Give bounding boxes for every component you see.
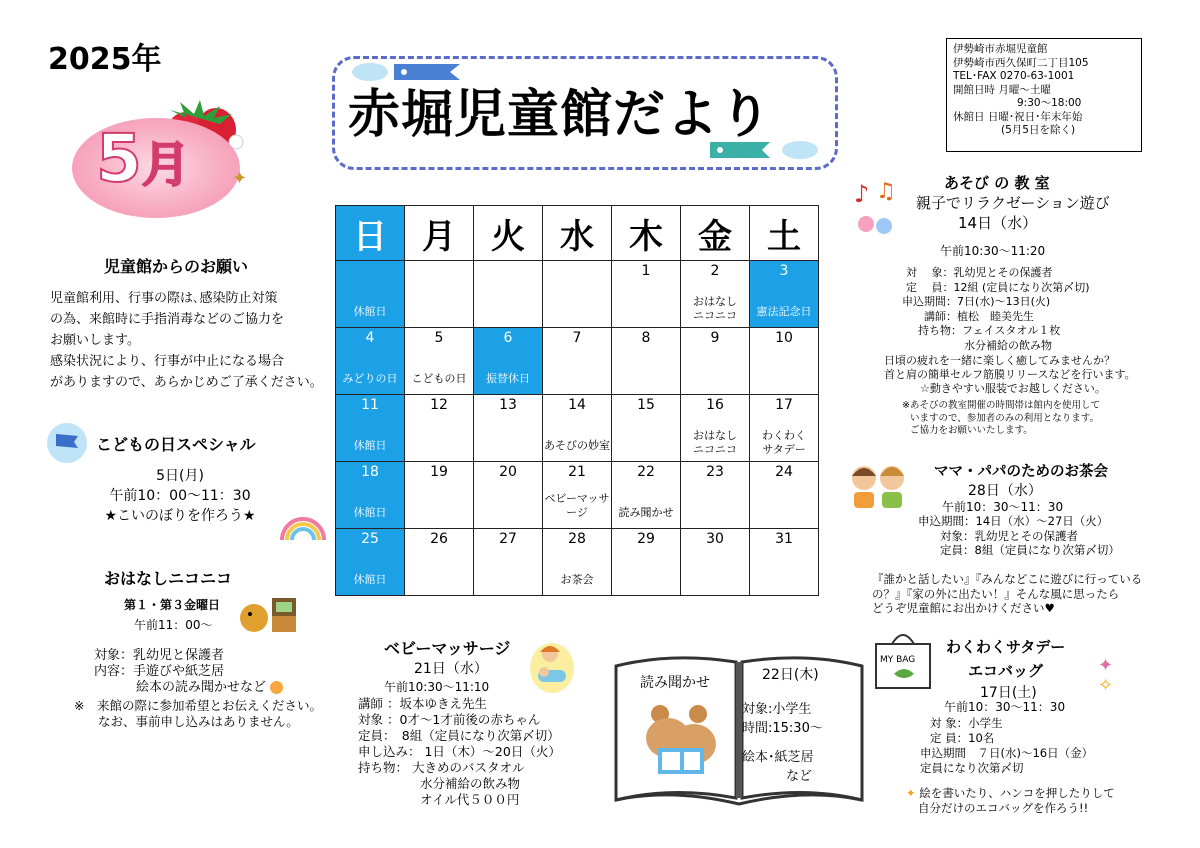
ochakai-line: 対象：乳幼児とその保護者 — [940, 528, 1078, 543]
month-label: 5月 — [96, 120, 190, 197]
notice-line: の為、来館時に手指消毒などのご協力を — [50, 312, 285, 327]
ohanashi-content: 内容：手遊びや紙芝居 — [94, 664, 225, 679]
calendar-week-row — [336, 261, 819, 328]
yomi-details — [742, 700, 823, 786]
calendar-week-row — [336, 395, 819, 462]
calendar-week-row — [336, 328, 819, 395]
waku-line: 申込期間 ７日(水)～16日（金） — [920, 746, 1094, 760]
info-line: 伊勢崎市赤堀児童館 — [953, 43, 1048, 55]
info-line: 伊勢崎市西久保町二丁目105 — [953, 56, 1089, 69]
notice-title: 児童館からのお願い — [104, 257, 249, 276]
day-number: 1 — [641, 263, 651, 279]
day-event: わくわく サタデー — [762, 429, 806, 456]
calendar-day-cell — [681, 328, 750, 395]
day-number: 30 — [706, 531, 724, 547]
kodomo-activity: ★こいのぼりを作ろう★ — [104, 508, 256, 524]
baby-line: 持ち物： 大きめのバスタオル — [358, 760, 525, 775]
weekday-tue: 火 — [474, 206, 543, 261]
calendar-day-cell — [336, 529, 405, 596]
day-number: 27 — [499, 531, 517, 547]
calendar-day-cell — [543, 529, 612, 596]
notice-line: がありますので、あらかじめご了承ください。 — [50, 375, 323, 390]
calendar-day-cell — [681, 529, 750, 596]
waku-line: 定 員：10名 — [930, 731, 995, 745]
waku-desc — [906, 786, 1115, 816]
calendar-day-cell — [681, 395, 750, 462]
ochakai-desc-line: の？』『家の外に出たい！』そんな風に思ったら — [872, 586, 1120, 601]
day-number: 11 — [361, 397, 379, 413]
yomi-content2: など — [786, 769, 813, 784]
asobi-title: あそび の 教 室 — [944, 174, 1050, 192]
day-number: 31 — [775, 531, 793, 547]
waku-title: わくわくサタデー — [946, 638, 1066, 656]
day-number: 19 — [430, 464, 448, 480]
calendar-day-cell — [681, 462, 750, 529]
calendar-day-cell — [612, 395, 681, 462]
asobi-subtitle: 親子でリラクゼーション遊び — [916, 194, 1110, 212]
calendar-day-cell — [474, 261, 543, 328]
calendar-week-row — [336, 529, 819, 596]
day-event: 休館日 — [353, 573, 387, 586]
day-number: 16 — [706, 397, 724, 413]
day-number: 20 — [499, 464, 517, 480]
info-box — [946, 38, 1142, 152]
ochakai-line: 申込期間：14日（水）～27日（火） — [918, 514, 1109, 528]
calendar-day-cell — [336, 462, 405, 529]
baby-line: 定員： 8組（定員になり次第〆切） — [358, 728, 560, 743]
weekday-sat: 土 — [750, 206, 819, 261]
weekday-thu: 木 — [612, 206, 681, 261]
day-event: おはなし ニコニコ — [693, 429, 737, 456]
calendar-day-cell — [474, 395, 543, 462]
waku-details — [920, 716, 1093, 776]
ohanashi-target: 対象：乳幼児と保護者 — [94, 648, 225, 663]
asobi-desc-line: 日頃の疲れを一緒に楽しく癒してみませんか？ — [884, 354, 1115, 367]
calendar-day-cell — [750, 529, 819, 596]
calendar-day-cell — [612, 261, 681, 328]
calendar-day-cell — [750, 462, 819, 529]
ochakai-title: ママ・パパのためのお茶会 — [934, 464, 1108, 480]
ochakai-date: 28日（水） — [968, 483, 1042, 499]
asobi-desc — [884, 354, 1136, 396]
ohanashi-info — [94, 648, 283, 696]
day-number: 6 — [503, 330, 513, 346]
day-number: 9 — [710, 330, 720, 346]
kodomo-title: こどもの日スペシャル — [96, 435, 256, 454]
day-number: 10 — [775, 330, 793, 346]
koinobori-icon — [46, 422, 88, 464]
kodomo-time: 午前10：00～11：30 — [109, 488, 251, 504]
day-event: こどもの日 — [411, 372, 467, 385]
kodomo-date: 5日(月) — [156, 468, 204, 484]
calendar-day-cell — [405, 328, 474, 395]
calendar-day-cell — [543, 261, 612, 328]
day-number: 29 — [637, 531, 655, 547]
ochakai-line: 定員：8組（定員になり次第〆切） — [940, 543, 1120, 557]
ohanashi-title: おはなしニコニコ — [104, 569, 233, 588]
notice-line: お願いします。 — [50, 333, 140, 348]
day-number: 8 — [641, 330, 651, 346]
kodomo-details — [60, 466, 300, 526]
calendar-day-cell — [405, 529, 474, 596]
svg-text:♫: ♫ — [876, 179, 896, 204]
calendar-day-cell — [543, 395, 612, 462]
asobi-time: 午前10:30～11:20 — [940, 244, 1046, 258]
weekday-fri: 金 — [681, 206, 750, 261]
ohanashi-time: 午前11：00～ — [134, 618, 213, 632]
calendar-day-cell — [750, 395, 819, 462]
calendar-table — [335, 205, 819, 596]
day-event: 休館日 — [353, 506, 387, 519]
baby-line: 水分補給の飲み物 — [420, 776, 521, 791]
asobi-date: 14日（水） — [958, 214, 1038, 232]
day-event: 休館日 — [353, 305, 387, 318]
day-event: 振替休日 — [486, 372, 530, 385]
day-event: 休館日 — [353, 439, 387, 452]
day-number: 28 — [568, 531, 586, 547]
ohanashi-note: ※ 来館の際に参加希望とお伝えください。 — [74, 698, 322, 713]
info-line: 休館日 日曜･祝日･年末年始 — [953, 110, 1083, 123]
waku-line: 対 象：小学生 — [930, 716, 1003, 730]
ochakai-desc-line: どうぞ児童館にお出かけください♥ — [872, 601, 1055, 615]
calendar-day-cell — [405, 395, 474, 462]
sparkle-icon: ✦ — [906, 786, 916, 800]
weekday-mon: 月 — [405, 206, 474, 261]
calendar-day-cell — [750, 261, 819, 328]
calendar-day-cell — [336, 261, 405, 328]
calendar-day-cell — [336, 328, 405, 395]
ohanashi-notes — [74, 698, 322, 730]
day-number: 23 — [706, 464, 724, 480]
asobi-line: 水分補給の飲み物 — [964, 338, 1052, 352]
waku-date: 17日(土) — [980, 685, 1037, 701]
info-line: 9:30～18:00 — [1017, 97, 1082, 109]
day-event: お茶会 — [560, 573, 594, 586]
day-event: あそびの妙室 — [544, 439, 610, 452]
day-number: 18 — [361, 464, 379, 480]
notice-text — [50, 288, 323, 393]
calendar-day-cell — [612, 462, 681, 529]
calendar-day-cell — [474, 328, 543, 395]
info-line: TEL･FAX 0270-63-1001 — [953, 70, 1075, 82]
yomi-title: 読み聞かせ — [640, 675, 710, 691]
weekday-wed: 水 — [543, 206, 612, 261]
baby-line: 講師 ：坂本ゆきえ先生 — [358, 696, 487, 711]
day-number: 24 — [775, 464, 793, 480]
calendar-day-cell — [474, 462, 543, 529]
notice-line: 児童館利用、行事の際は､感染防止対策 — [50, 291, 278, 306]
parents-icon — [846, 458, 912, 510]
day-event: おはなし ニコニコ — [693, 295, 737, 322]
newsletter-title: 赤堀児童館だより — [348, 85, 773, 145]
baby-details — [358, 696, 561, 808]
notice-line: 感染状況により、行事が中止になる場合 — [50, 354, 285, 369]
baby-massage-icon — [528, 640, 576, 694]
calendar-header-row — [336, 206, 819, 261]
day-number: 17 — [775, 397, 793, 413]
asobi-details — [902, 266, 1090, 353]
music-notes-icon — [850, 176, 906, 236]
sparkle-icon: ✦ ✧ — [1098, 655, 1114, 696]
calendar-day-cell — [612, 529, 681, 596]
ochakai-desc — [872, 572, 1142, 616]
day-number: 3 — [779, 263, 789, 279]
asobi-desc-line: ☆動きやすい服装でお越しください。 — [920, 382, 1106, 395]
svg-text:♪: ♪ — [854, 180, 870, 208]
day-event: 憲法記念日 — [756, 305, 812, 318]
day-event: ベビーマッサージ — [544, 492, 610, 519]
bag-text: MY BAG — [880, 655, 916, 665]
ohanashi-note: なお、事前申し込みはありません。 — [98, 714, 299, 729]
year-label: 2025年 — [48, 42, 162, 77]
day-event: 読み聞かせ — [618, 506, 674, 519]
baby-date: 21日（水） — [414, 661, 488, 677]
asobi-note-line: ※あそびの教室開催の時間帯は館内を使用して — [902, 400, 1100, 411]
baby-line: オイル代５００円 — [420, 792, 520, 807]
asobi-line: 講師：植松 睦美先生 — [924, 309, 1034, 323]
calendar-day-cell — [612, 328, 681, 395]
eco-bag-icon — [868, 628, 938, 692]
asobi-desc-line: 首と肩の簡単セルフ筋膜リリースなどを行います。 — [884, 368, 1136, 381]
calendar-day-cell — [405, 261, 474, 328]
calendar-day-cell — [750, 328, 819, 395]
baby-title: ベビーマッサージ — [384, 639, 511, 658]
day-number: 26 — [430, 531, 448, 547]
ohanashi-when: 第１・第３金曜日 — [124, 598, 221, 612]
asobi-line: 持ち物：フェイスタオル１枚 — [918, 324, 1061, 337]
info-line: (5月5日を除く) — [1001, 124, 1076, 136]
waku-time: 午前10：30～11：30 — [944, 700, 1066, 714]
ochakai-details — [918, 514, 1120, 558]
asobi-note-line: いますので、参加者のみの利用となります。 — [910, 412, 1100, 424]
baby-line: 対象 ：0才～1才前後の赤ちゃん — [358, 712, 541, 727]
day-number: 15 — [637, 397, 655, 413]
calendar-day-cell — [474, 529, 543, 596]
weekday-sun: 日 — [336, 206, 405, 261]
yomi-target: 対象:小学生 — [742, 702, 812, 717]
yomi-date: 22日(木) — [762, 667, 819, 683]
day-number: 4 — [365, 330, 375, 346]
day-number: 7 — [572, 330, 582, 346]
asobi-note-line: ご協力をお願いいたします。 — [910, 425, 1033, 436]
day-number: 5 — [434, 330, 444, 346]
yomi-time: 時間:15:30～ — [742, 721, 823, 736]
day-event: みどりの日 — [342, 372, 398, 385]
day-number: 2 — [710, 263, 720, 279]
day-number: 22 — [637, 464, 655, 480]
waku-line: 定員になり次第〆切 — [920, 761, 1024, 775]
asobi-line: 定 員：12組 (定員になり次第〆切) — [906, 280, 1090, 294]
day-number: 12 — [430, 397, 448, 413]
ochakai-desc-line: 『誰かと話したい』『みんなどこに遊びに行っている — [872, 572, 1143, 586]
waku-desc-line: 絵を書いたり、ハンコを押したりして — [919, 786, 1115, 800]
waku-subtitle: エコバッグ — [968, 662, 1044, 680]
asobi-line: 対 象：乳幼児とその保護者 — [906, 266, 1053, 279]
calendar-day-cell — [405, 462, 474, 529]
waku-desc-line: 自分だけのエコバッグを作ろう!! — [918, 801, 1089, 815]
ohanashi-content2: 絵本の読み聞かせなど — [94, 680, 283, 696]
smile-icon — [270, 681, 283, 694]
rainbow-icon — [278, 512, 328, 548]
calendar-day-cell — [336, 395, 405, 462]
day-number: 21 — [568, 464, 586, 480]
mascot-icon — [236, 592, 300, 636]
ochakai-time: 午前10：30～11：30 — [942, 500, 1064, 514]
calendar-day-cell — [543, 328, 612, 395]
yomi-content: 絵本･紙芝居 — [742, 750, 814, 765]
info-line: 開館日時 月曜～土曜 — [953, 83, 1051, 96]
calendar-day-cell — [681, 261, 750, 328]
day-number: 14 — [568, 397, 586, 413]
baby-time: 午前10:30～11:10 — [384, 680, 490, 694]
asobi-line: 申込期間：7日(水)～13日(火) — [902, 295, 1051, 308]
asobi-note — [902, 400, 1100, 438]
day-number: 13 — [499, 397, 517, 413]
day-number: 25 — [361, 531, 379, 547]
calendar-day-cell — [543, 462, 612, 529]
calendar-week-row — [336, 462, 819, 529]
sparkle-icon: ✦ — [232, 168, 248, 189]
baby-line: 申し込み： 1日（木）～20日（火） — [358, 744, 561, 759]
